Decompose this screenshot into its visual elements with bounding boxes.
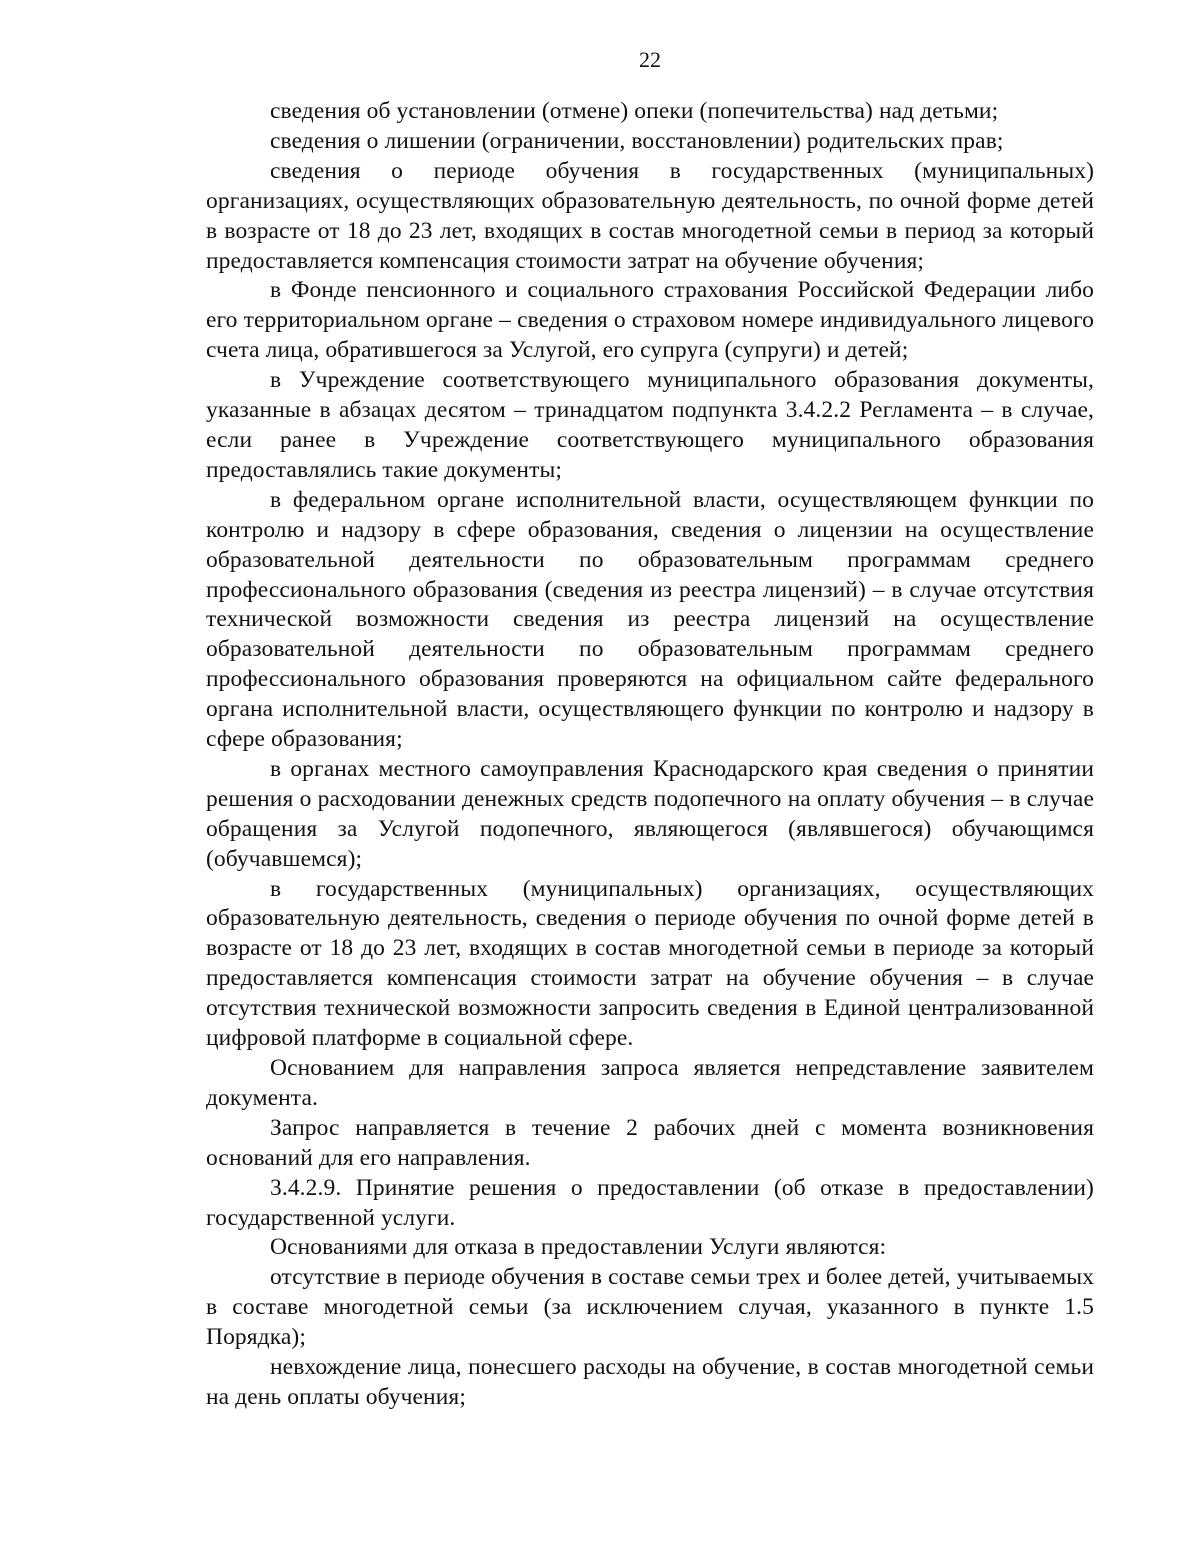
paragraph-request-basis: Основанием для направления запроса является непредставление заявителем документа. (206, 1055, 1094, 1111)
paragraph-request-deadline: Запрос направляется в течение 2 рабочих дней с момента возникновения оснований для его направления. (206, 1114, 1094, 1171)
paragraph-local-self-government: в органах местного самоуправления Краснодарского края сведения о принятии решения о расходовании денежных средств подопечного на оплату обучения – в случае обращения за Услугой подопечного, являющегося (являвшегося) обучающимся (обучавшемся); (206, 755, 1094, 872)
page-number: 22 (639, 47, 661, 72)
paragraph-pension-fund: в Фонде пенсионного и социального страхования Российской Федерации либо его территориальном органе – сведения о страховом номере индивидуального лицевого счета лица, обратившегося за Услугой, его супруга (супруги) и детей; (206, 277, 1094, 364)
paragraph-guardianship-info: сведения об установлении (отмене) опеки (попечительства) над детьми; (270, 98, 999, 124)
paragraph-study-period-info: сведения о периоде обучения в государственных (муниципальных) организациях, осуществляющих образовательную деятельность, по очной форме детей в возрасте от 18 до 23 лет, входящих в состав многодетной семьи в период за который предоставляется компенсация стоимости затрат на обучение обучения; (206, 157, 1094, 274)
paragraph-section-3-4-2-9: 3.4.2.9. Принятие решения о предоставлении (об отказе в предоставлении) государственной услуги. (206, 1174, 1094, 1231)
paragraph-federal-education-authority: в федеральном органе исполнительной власти, осуществляющем функции по контролю и надзору в сфере образования, сведения о лицензии на осуществление образовательной деятельности по образовательным программам среднего профессионального образования (сведения из реестра лицензий) – в случае отсутствия технической возможности сведения из реестра лицензий на осуществление образовательной деятельности по образовательным программам среднего профессионального образования проверяются на официальном сайте федерального органа исполнительной власти, осуществляющего функции по контролю и надзору в сфере образования; (206, 486, 1094, 753)
paragraph-educational-organizations: в государственных (муниципальных) организациях, осуществляющих образовательную деятельность, сведения о периоде обучения по очной форме детей в возрасте от 18 до 23 лет, входящих в состав многодетной семьи в периоде за который предоставляется компенсация стоимости затрат на обучение обучения – в случае отсутствия технической возможности запросить сведения в Единой централизованной цифровой платформе в социальной сфере. (206, 875, 1094, 1052)
paragraph-municipal-institution: в Учреждение соответствующего муниципального образования документы, указанные в абзацах десятом – тринадцатом подпункта 3.4.2.2 Регламента – в случае, если ранее в Учреждение соответствующего муниципального образования предоставлялись такие документы; (206, 367, 1094, 483)
paragraph-parental-rights-info: сведения о лишении (ограничении, восстановлении) родительских прав; (270, 127, 1004, 154)
paragraph-refusal-grounds-heading: Основаниями для отказа в предоставлении Услуги являются: (270, 1234, 887, 1261)
document-body (206, 97, 1094, 1413)
paragraph-refusal-ground-2: невхождение лица, понесшего расходы на обучение, в состав многодетной семьи на день оплаты обучения; (206, 1354, 1094, 1410)
paragraph-refusal-ground-1: отсутствие в периоде обучения в составе семьи трех и более детей, учитываемых в составе многодетной семьи (за исключением случая, указанного в пункте 1.5 Порядка); (206, 1264, 1094, 1351)
